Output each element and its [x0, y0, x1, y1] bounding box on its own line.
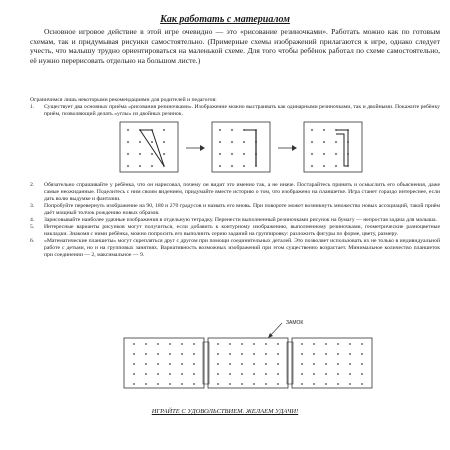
list-item — [30, 104, 440, 118]
peg-dot — [301, 353, 303, 355]
peg-dot — [349, 383, 351, 385]
peg-dot — [157, 373, 159, 375]
peg-dot — [337, 343, 339, 345]
peg-dot — [169, 373, 171, 375]
list-item-number: 4. — [30, 217, 35, 223]
peg-dot — [193, 363, 195, 365]
recommendations-list-top — [30, 104, 440, 118]
peg-dot — [301, 343, 303, 345]
list-item-number: 1. — [30, 104, 35, 110]
list-item-text: «Математические планшеты» могут скрепляться друг с другом при помощи соединительных деталей. Это позволяет использовать их не только в индивидуальной работе с детьми, но и на групповых занятиях. Вариативность возможных изображений при этом существенно возрастает. Минимальное количество планшеток при соединении — 2, максимальное — 9. — [44, 238, 440, 258]
peg-dot — [217, 373, 219, 375]
peg-dot — [169, 343, 171, 345]
peg-dot — [265, 363, 267, 365]
peg-dot — [145, 353, 147, 355]
peg-dot — [241, 363, 243, 365]
peg-dot — [241, 373, 243, 375]
arrow-icon — [186, 145, 205, 151]
peg-dot — [349, 363, 351, 365]
peg-dot — [253, 343, 255, 345]
footer-text: ИГРАЙТЕ С УДОВОЛЬСТВИЕМ. ЖЕЛАЕМ УДАЧИ! — [151, 408, 299, 415]
peg-dot — [193, 353, 195, 355]
list-item-text: Зарисовывайте наиболее удачные изображения в отдельную тетрадку. Перенести выполненный резиночками рисунок на бумагу — непростая задача для малыша. — [44, 217, 437, 223]
peg-dot — [229, 373, 231, 375]
peg-dot — [157, 363, 159, 365]
peg-dot — [241, 353, 243, 355]
list-item — [30, 182, 440, 203]
pegboard-panel — [124, 338, 204, 388]
recommendations-list — [30, 182, 440, 259]
peg-dot — [253, 383, 255, 385]
peg-dot — [265, 353, 267, 355]
peg-dot — [133, 363, 135, 365]
peg-dot — [301, 383, 303, 385]
list-item — [30, 203, 440, 217]
peg-dot — [349, 353, 351, 355]
arrow-icon — [278, 145, 297, 151]
peg-dot — [229, 363, 231, 365]
lock-label: ЗАМОК — [286, 320, 304, 326]
pegboard-panel — [212, 122, 270, 172]
peg-dot — [301, 363, 303, 365]
peg-dot — [181, 383, 183, 385]
peg-dot — [325, 353, 327, 355]
peg-dot — [133, 343, 135, 345]
peg-dot — [169, 363, 171, 365]
peg-dot — [313, 343, 315, 345]
peg-dot — [325, 383, 327, 385]
peg-dot — [217, 383, 219, 385]
intro-text: Основное игровое действие в этой игре очевидно — это «рисование резиночками». Работать можно как по готовым схемам, так и придумывая рисунки самостоятельно. (Примерные схемы изображений прилагаются к игре, однако следует учесть, что малышу трудно ориентироваться на маленькой схеме. Для того чтобы ребёнок работал по схеме самостоятельно, её нужно перерисовать отдельно на большом листе.) — [30, 27, 440, 65]
pegboard-panel — [292, 338, 372, 388]
peg-dot — [193, 343, 195, 345]
peg-dot — [265, 383, 267, 385]
peg-dot — [361, 363, 363, 365]
peg-dot — [265, 343, 267, 345]
peg-dot — [217, 353, 219, 355]
peg-grid — [133, 343, 363, 385]
list-item-text: Существует два основных приёма «рисования резиночками». Изображение можно выстраивать как одинарными резиночками, так и двойными. Покажите ребёнку приём, позволяющий делать «углы» из двойных резинок. — [44, 104, 440, 117]
peg-dot — [181, 373, 183, 375]
peg-dot — [337, 383, 339, 385]
list-item-number: 5. — [30, 224, 35, 230]
peg-dot — [277, 343, 279, 345]
recommendations-lead: Ограничимся лишь некоторыми рекомендациями для родителей и педагогов: — [30, 97, 217, 103]
page-title: Как работать с материалом — [160, 14, 290, 25]
peg-dot — [169, 353, 171, 355]
peg-dot — [145, 363, 147, 365]
peg-dot — [217, 363, 219, 365]
peg-dot — [313, 363, 315, 365]
peg-dot — [313, 353, 315, 355]
peg-dot — [229, 353, 231, 355]
peg-dot — [325, 363, 327, 365]
peg-dot — [229, 343, 231, 345]
peg-dot — [133, 383, 135, 385]
peg-dot — [361, 353, 363, 355]
peg-dot — [277, 363, 279, 365]
peg-dot — [157, 353, 159, 355]
peg-dot — [253, 373, 255, 375]
pegboard-panel — [208, 338, 288, 388]
peg-dot — [301, 373, 303, 375]
peg-dot — [241, 383, 243, 385]
peg-dot — [277, 373, 279, 375]
peg-dot — [337, 373, 339, 375]
peg-dot — [193, 373, 195, 375]
connector-lock — [203, 342, 293, 384]
list-item-text: Обязательно спрашивайте у ребёнка, что он нарисовал, почему он видит это именно так, а не иначе. Постарайтесь принять и осмыслить его объяснения, даже самые неожиданные. Поделитесь с ним своим видением, придумайте вместе историю о том, что изображено на планшетке. Игра станет гораздо интереснее, если дать волю выдумке и фантазии. — [44, 182, 440, 202]
list-item-number: 6. — [30, 238, 35, 244]
connected-pegboards-diagram — [120, 316, 380, 394]
peg-dot — [145, 383, 147, 385]
peg-dot — [313, 373, 315, 375]
peg-dot — [241, 343, 243, 345]
peg-dot — [229, 383, 231, 385]
list-item-text: Интересные варианты рисунков могут получиться, если добавить к контурному изображению, выполненному резиночками, геометрические разноцветные накладки. Знакомя с ними ребёнка, можно попросить его выполнить серию заданий на группировку: разложить фигуры по форме, цвету, размеру. — [44, 224, 440, 237]
list-item-text: Попробуйте перевернуть изображение на 90, 180 и 270 градусов и назвать его вновь. При повороте может возникнуть множество новых ассоциаций, такой приём даёт мощный толчок рождению новых образов. — [44, 203, 440, 216]
list-item — [30, 217, 440, 224]
arrow-icon — [268, 323, 282, 338]
list-item — [30, 224, 440, 238]
peg-dot — [145, 343, 147, 345]
peg-dot — [349, 343, 351, 345]
peg-dot — [181, 343, 183, 345]
peg-dot — [253, 353, 255, 355]
peg-dot — [181, 363, 183, 365]
peg-dot — [313, 383, 315, 385]
peg-dot — [325, 343, 327, 345]
peg-dot — [361, 373, 363, 375]
list-item-number: 2. — [30, 182, 35, 188]
peg-dot — [265, 373, 267, 375]
peg-dot — [361, 343, 363, 345]
peg-dot — [349, 373, 351, 375]
peg-dot — [277, 383, 279, 385]
peg-dot — [217, 343, 219, 345]
list-item-number: 3. — [30, 203, 35, 209]
intro-paragraph — [30, 27, 440, 65]
peg-dot — [253, 363, 255, 365]
peg-dot — [325, 373, 327, 375]
pegboard-panel — [120, 122, 178, 172]
peg-dot — [337, 353, 339, 355]
peg-dot — [277, 353, 279, 355]
peg-dot — [361, 383, 363, 385]
peg-dot — [157, 343, 159, 345]
rubber-band-technique-diagram — [60, 118, 420, 178]
peg-dot — [157, 383, 159, 385]
peg-dot — [169, 383, 171, 385]
peg-dot — [133, 373, 135, 375]
pegboard-panel — [304, 122, 362, 172]
peg-dot — [181, 353, 183, 355]
list-item — [30, 238, 440, 259]
peg-dot — [337, 363, 339, 365]
peg-dot — [193, 383, 195, 385]
peg-dot — [145, 373, 147, 375]
peg-dot — [133, 353, 135, 355]
